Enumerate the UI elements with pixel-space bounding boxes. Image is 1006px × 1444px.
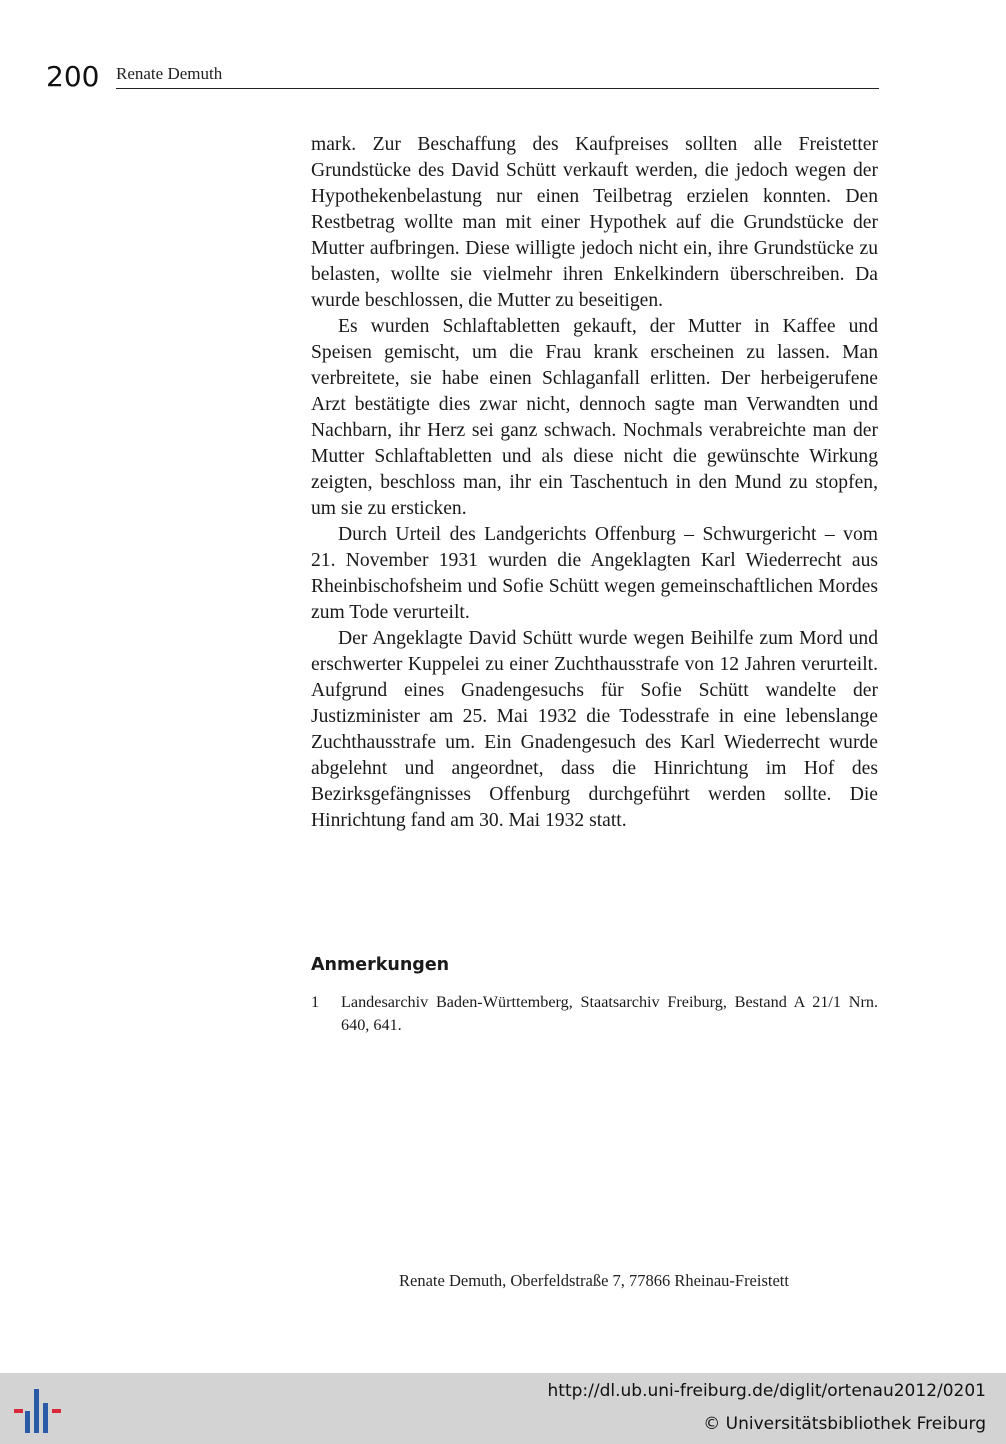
footnote	[311, 991, 878, 1037]
footnote-number: 1	[311, 993, 320, 1011]
paragraph: Der Angeklagte David Schütt wurde wegen Beihilfe zum Mord und erschwerter Kuppelei zu einer Zuchthausstrafe von 12 Jahren verurteilt. Aufgrund eines Gnadengesuchs für Sofie Schütt wandelte der Justizminister am 25. Mai 1932 die Todesstrafe in eine lebenslange Zuchthausstrafe um. Ein Gnadengesuch des Karl Wiederrecht wurde abgelehnt und angeordnet, dass die Hinrichtung im Hof des Bezirksgefängnisses Offenburg durchgeführt werden sollte. Die Hinrichtung fand am 30. Mai 1932 statt.	[311, 628, 878, 831]
footer-bar	[0, 1373, 1006, 1444]
page-number: 200	[46, 60, 100, 93]
body-text	[311, 132, 878, 834]
running-head: Renate Demuth	[116, 64, 223, 83]
footer-copyright: © Universitätsbibliothek Freiburg	[703, 1414, 986, 1434]
footer-url-link[interactable]: http://dl.ub.uni-freiburg.de/diglit/ortenau2012/0201	[547, 1381, 986, 1401]
notes-heading: Anmerkungen	[311, 955, 450, 975]
ub-freiburg-logo-icon	[12, 1385, 64, 1437]
footnote-text: Landesarchiv Baden-Württemberg, Staatsarchiv Freiburg, Bestand A 21/1 Nrn. 640, 641.	[341, 993, 878, 1034]
paragraph: mark. Zur Beschaffung des Kaufpreises sollten alle Freistetter Grundstücke des David Schütt verkauft werden, die jedoch wegen der Hypothekenbelastung nur einen Teilbetrag erzielen konnten. Den Restbetrag wollte man mit einer Hypothek auf die Grundstücke der Mutter aufbringen. Diese willigte jedoch nicht ein, ihre Grundstücke zu belasten, wollte sie vielmehr ihren Enkelkindern überschreiben. Da wurde beschlossen, die Mutter zu beseitigen.	[311, 134, 878, 311]
paragraph: Durch Urteil des Landgerichts Offenburg – Schwurgericht – vom 21. November 1931 wurden die Angeklagten Karl Wiederrecht aus Rheinbischofsheim und Sofie Schütt wegen gemeinschaftlichen Mordes zum Tode verurteilt.	[311, 524, 878, 623]
author-address: Renate Demuth, Oberfeldstraße 7, 77866 Rheinau-Freistett	[399, 1271, 789, 1290]
header-rule	[116, 88, 879, 89]
paragraph: Es wurden Schlaftabletten gekauft, der Mutter in Kaffee und Speisen gemischt, um die Frau krank erscheinen zu lassen. Man verbreitete, sie habe einen Schlaganfall erlitten. Der herbeigerufene Arzt bestätigte dies zwar nicht, dennoch sagte man Verwandten und Nachbarn, ihr Herz sei ganz schwach. Nochmals verabreichte man der Mutter Schlaftabletten und als diese nicht die gewünschte Wirkung zeigten, beschloss man, ihr ein Taschentuch in den Mund zu stopfen, um sie zu ersticken.	[311, 316, 878, 519]
